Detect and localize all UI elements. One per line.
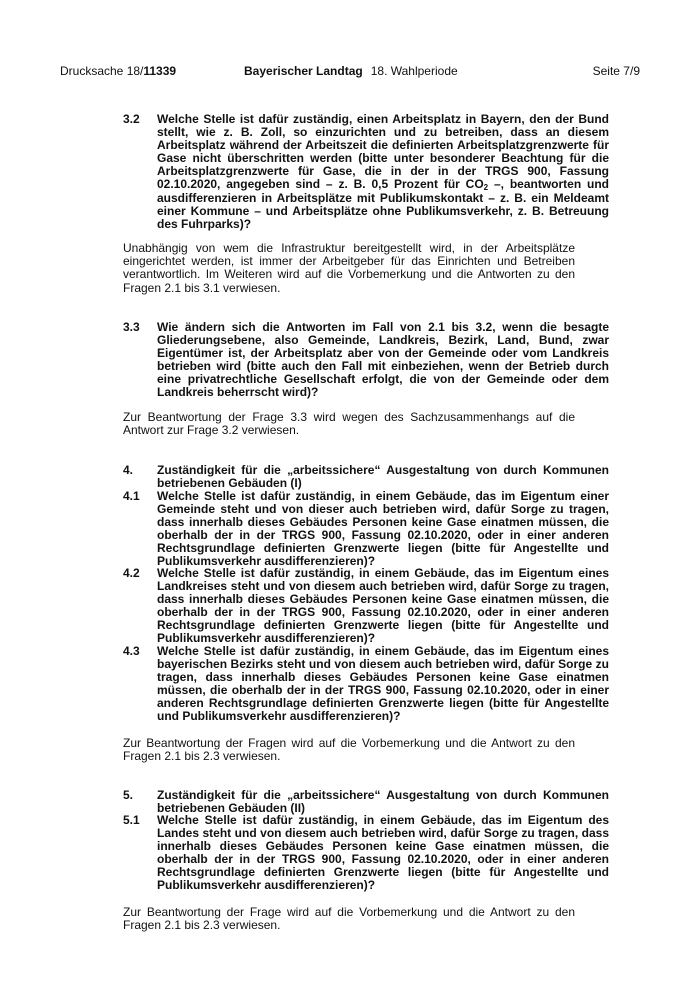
question-text: Welche Stelle ist dafür zuständig, in einem Gebäude, das im Eigentum eines bayerischen Bezirks steht und von diesem auch betrieben wird, dafür Sorge zu tragen, dass innerhalb dieses Gebäudes Personen keine Gase einatmen müssen, die oberhalb der in der TRGS 900, Fassung 02.10.2020, oder in einer anderen Rechtsgrundlage definierten Grenzwerte liegen (bitte für Angestellte und Publikumsverkehr ausdifferenzieren)? [157, 644, 609, 724]
answer-5: Zur Beantwortung der Frage wird auf die Vorbemerkung und die Antwort zu den Fragen 2.1 bis 2.3 verwiesen. [123, 905, 575, 933]
legislative-period: 18. Wahlperiode [370, 64, 458, 78]
question-number: 4.1 [123, 489, 140, 503]
question-text: Welche Stelle ist dafür zuständig, in einem Gebäude, das im Eigentum einer Gemeinde steht und von dieser auch betrieben wird, dafür Sorge zu tragen, dass innerhalb dieses Gebäudes Personen keine Gase einatmen müssen, die oberhalb der in der TRGS 900, Fassung 02.10.2020, oder in einer anderen Rechtsgrundlage definierten Grenzwerte liegen (bitte für Angestellte und Publikumsverkehr ausdifferenzieren)? [157, 489, 609, 569]
section-heading-5 [123, 789, 609, 815]
question-text: Welche Stelle ist dafür zuständig, in einem Gebäude, das im Eigentum des Landes steht und von diesem auch betrieben wird, dafür Sorge zu tragen, dass innerhalb dieses Gebäudes Personen keine Gase einatmen müssen, die oberhalb der in der TRGS 900, Fassung 02.10.2020, oder in einer anderen Rechtsgrundlage definierten Grenzwerte liegen (bitte für Angestellte und Publikumsverkehr ausdifferenzieren)? [157, 813, 609, 893]
section-heading-4 [123, 464, 609, 490]
question-number: 4.3 [123, 644, 140, 658]
question-text: Wie ändern sich die Antworten im Fall von 2.1 bis 3.2, wenn die besagte Gliederungsebene, also Gemeinde, Landkreis, Bezirk, Land, Bund, zwar Eigentümer ist, der Arbeitsplatz aber von der Gemeinde oder vom Landkreis betrieben wird (bitte auch den Fall mit einbeziehen, wenn der Betrieb durch eine privatrechtliche Gesellschaft erfolgt, die von der Gemeinde oder dem Landkreis beherrscht wird)? [157, 320, 609, 400]
document-number [60, 64, 176, 78]
question-4-2 [123, 567, 609, 646]
question-4-1 [123, 490, 609, 569]
question-3-3 [123, 321, 609, 400]
question-number: 5.1 [123, 813, 140, 827]
question-number: 4.2 [123, 566, 140, 580]
page-number: Seite 7/9 [592, 64, 640, 78]
question-text-continued: –, beantworten und ausdifferenzieren in Arbeitsplätze mit Publikumskontakt – z. B. ein Meldeamt einer Kommune – und Arbeitsplätze ohne Publikumsverkehr, z. B. Betreuung des Fuhrparks)? [157, 177, 609, 231]
answer-3-3: Zur Beantwortung der Frage 3.3 wird wegen des Sachzusammenhangs auf die Antwort zur Frage 3.2 verwiesen. [123, 410, 575, 438]
section-title: Zuständigkeit für die „arbeitssichere“ Ausgestaltung von durch Kommunen betriebenen Gebäuden (I) [157, 463, 609, 491]
question-3-2 [123, 113, 609, 231]
question-number: 3.2 [123, 112, 140, 126]
parliament-info [244, 64, 458, 78]
parliament-name: Bayerischer Landtag [244, 64, 363, 78]
question-number: 3.3 [123, 320, 140, 334]
page-header [60, 64, 640, 80]
question-text: Welche Stelle ist dafür zuständig, in einem Gebäude, das im Eigentum eines Landkreises steht und von diesem auch betrieben wird, dafür Sorge zu tragen, dass innerhalb dieses Gebäudes Personen keine Gase einatmen müssen, die oberhalb der in der TRGS 900, Fassung 02.10.2020, oder in einer anderen Rechtsgrundlage definierten Grenzwerte liegen (bitte für Angestellte und Publikumsverkehr ausdifferenzieren)? [157, 566, 609, 646]
question-5-1 [123, 814, 609, 893]
answer-3-2: Unabhängig von wem die Infrastruktur bereitgestellt wird, in der Arbeitsplätze eingerichtet werden, ist immer der Arbeitgeber für das Einrichten und Betreiben verantwortlich. Im Weiteren wird auf die Vorbemerkung und die Antworten zu den Fragen 2.1 bis 3.1 verwiesen. [123, 241, 575, 295]
subscript: 2 [483, 183, 489, 193]
question-4-3 [123, 645, 609, 724]
document-number-prefix: Drucksache 18/ [60, 64, 144, 78]
section-number: 5. [123, 788, 134, 802]
answer-4: Zur Beantwortung der Fragen wird auf die Vorbemerkung und die Antwort zu den Fragen 2.1 bis 2.3 verwiesen. [123, 736, 575, 764]
document-number-value: 11339 [143, 64, 177, 78]
question-text: Welche Stelle ist dafür zuständig, einen Arbeitsplatz in Bayern, den der Bund stellt, wie z. B. Zoll, so einzurichten und zu betreiben, dass an diesem Arbeitsplatz während der Arbeitszeit die definierten Arbeitsplatzgrenzwerte für Gase nicht überschritten werden (bitte unter besonderer Beachtung für die Arbeitsplatzgrenzwerte für Gase, die in der in der TRGS 900, Fassung 02.10.2020, angegeben sind – z. B. 0,5 Prozent für CO [157, 112, 609, 192]
section-title: Zuständigkeit für die „arbeitssichere“ Ausgestaltung von durch Kommunen betriebenen Gebäuden (II) [157, 788, 609, 816]
section-number: 4. [123, 463, 134, 477]
